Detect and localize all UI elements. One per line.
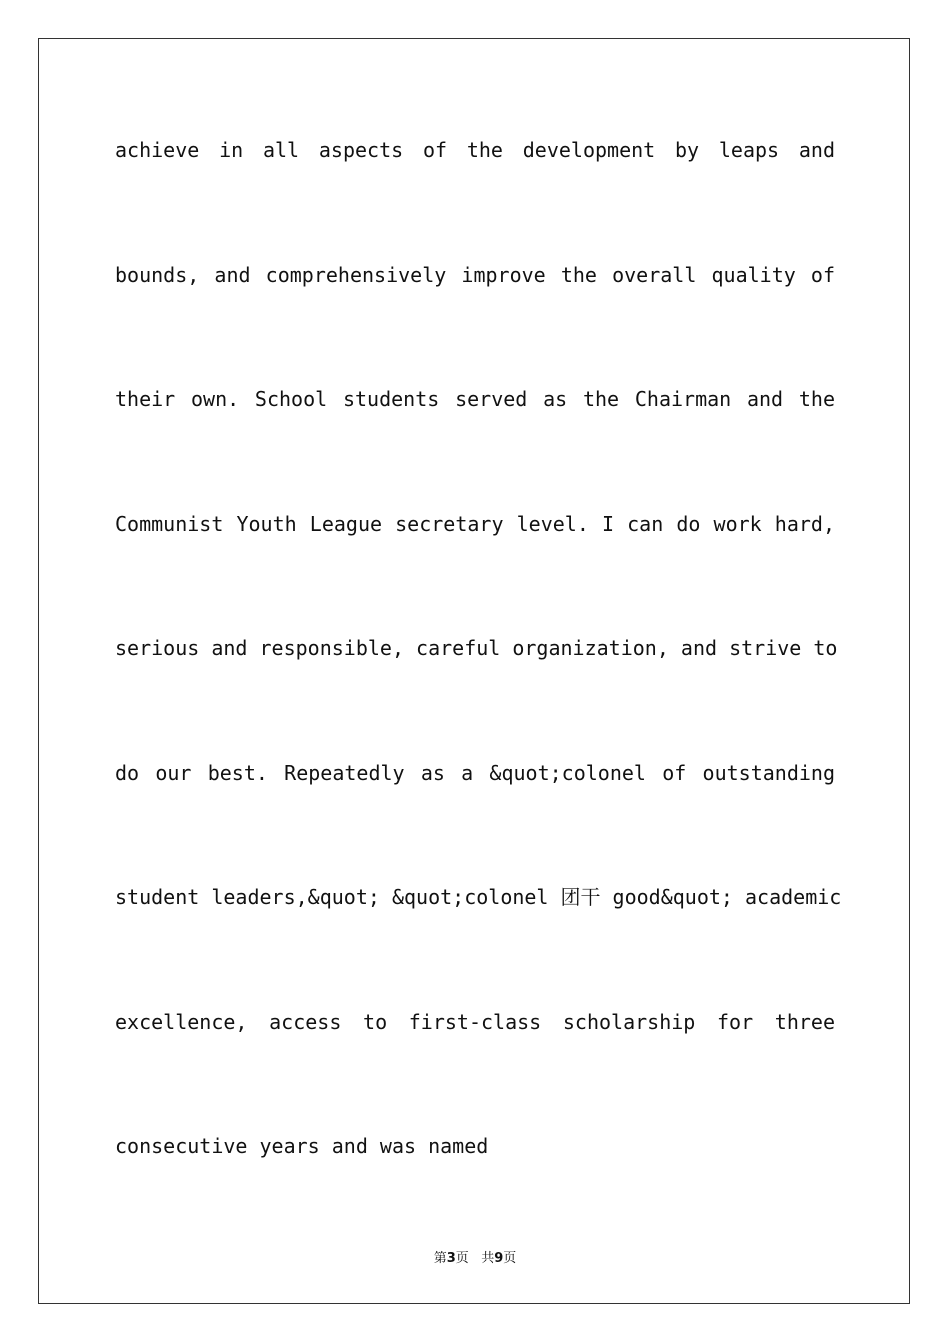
text-line-5: serious and responsible, careful organization, and strive to: [115, 636, 838, 660]
text-line-8: excellence, access to first-class scholarship for three: [115, 1009, 835, 1034]
document-body: [115, 128, 842, 1249]
total-pages-number: 9: [494, 1251, 504, 1266]
text-line-1: achieve in all aspects of the development by leaps and: [115, 138, 835, 162]
text-line-2: bounds, and comprehensively improve the overall quality of: [115, 262, 835, 287]
text-line-9: consecutive years and was named: [115, 1134, 489, 1158]
page-suffix: 页: [455, 1251, 469, 1266]
text-line-7: student leaders,&quot; &quot;colonel 团干 good&quot; academic: [115, 885, 842, 909]
total-prefix: 共: [481, 1251, 495, 1266]
page-prefix: 第: [433, 1251, 447, 1266]
current-page-number: 3: [446, 1251, 456, 1266]
page-footer: [0, 1247, 950, 1266]
text-line-3: their own. School students served as the Chairman and the: [115, 387, 835, 411]
total-suffix: 页: [503, 1251, 517, 1266]
text-line-6: do our best. Repeatedly as a &quot;colonel of outstanding: [115, 760, 835, 785]
text-line-4: Communist Youth League secretary level. I can do work hard,: [115, 511, 835, 536]
